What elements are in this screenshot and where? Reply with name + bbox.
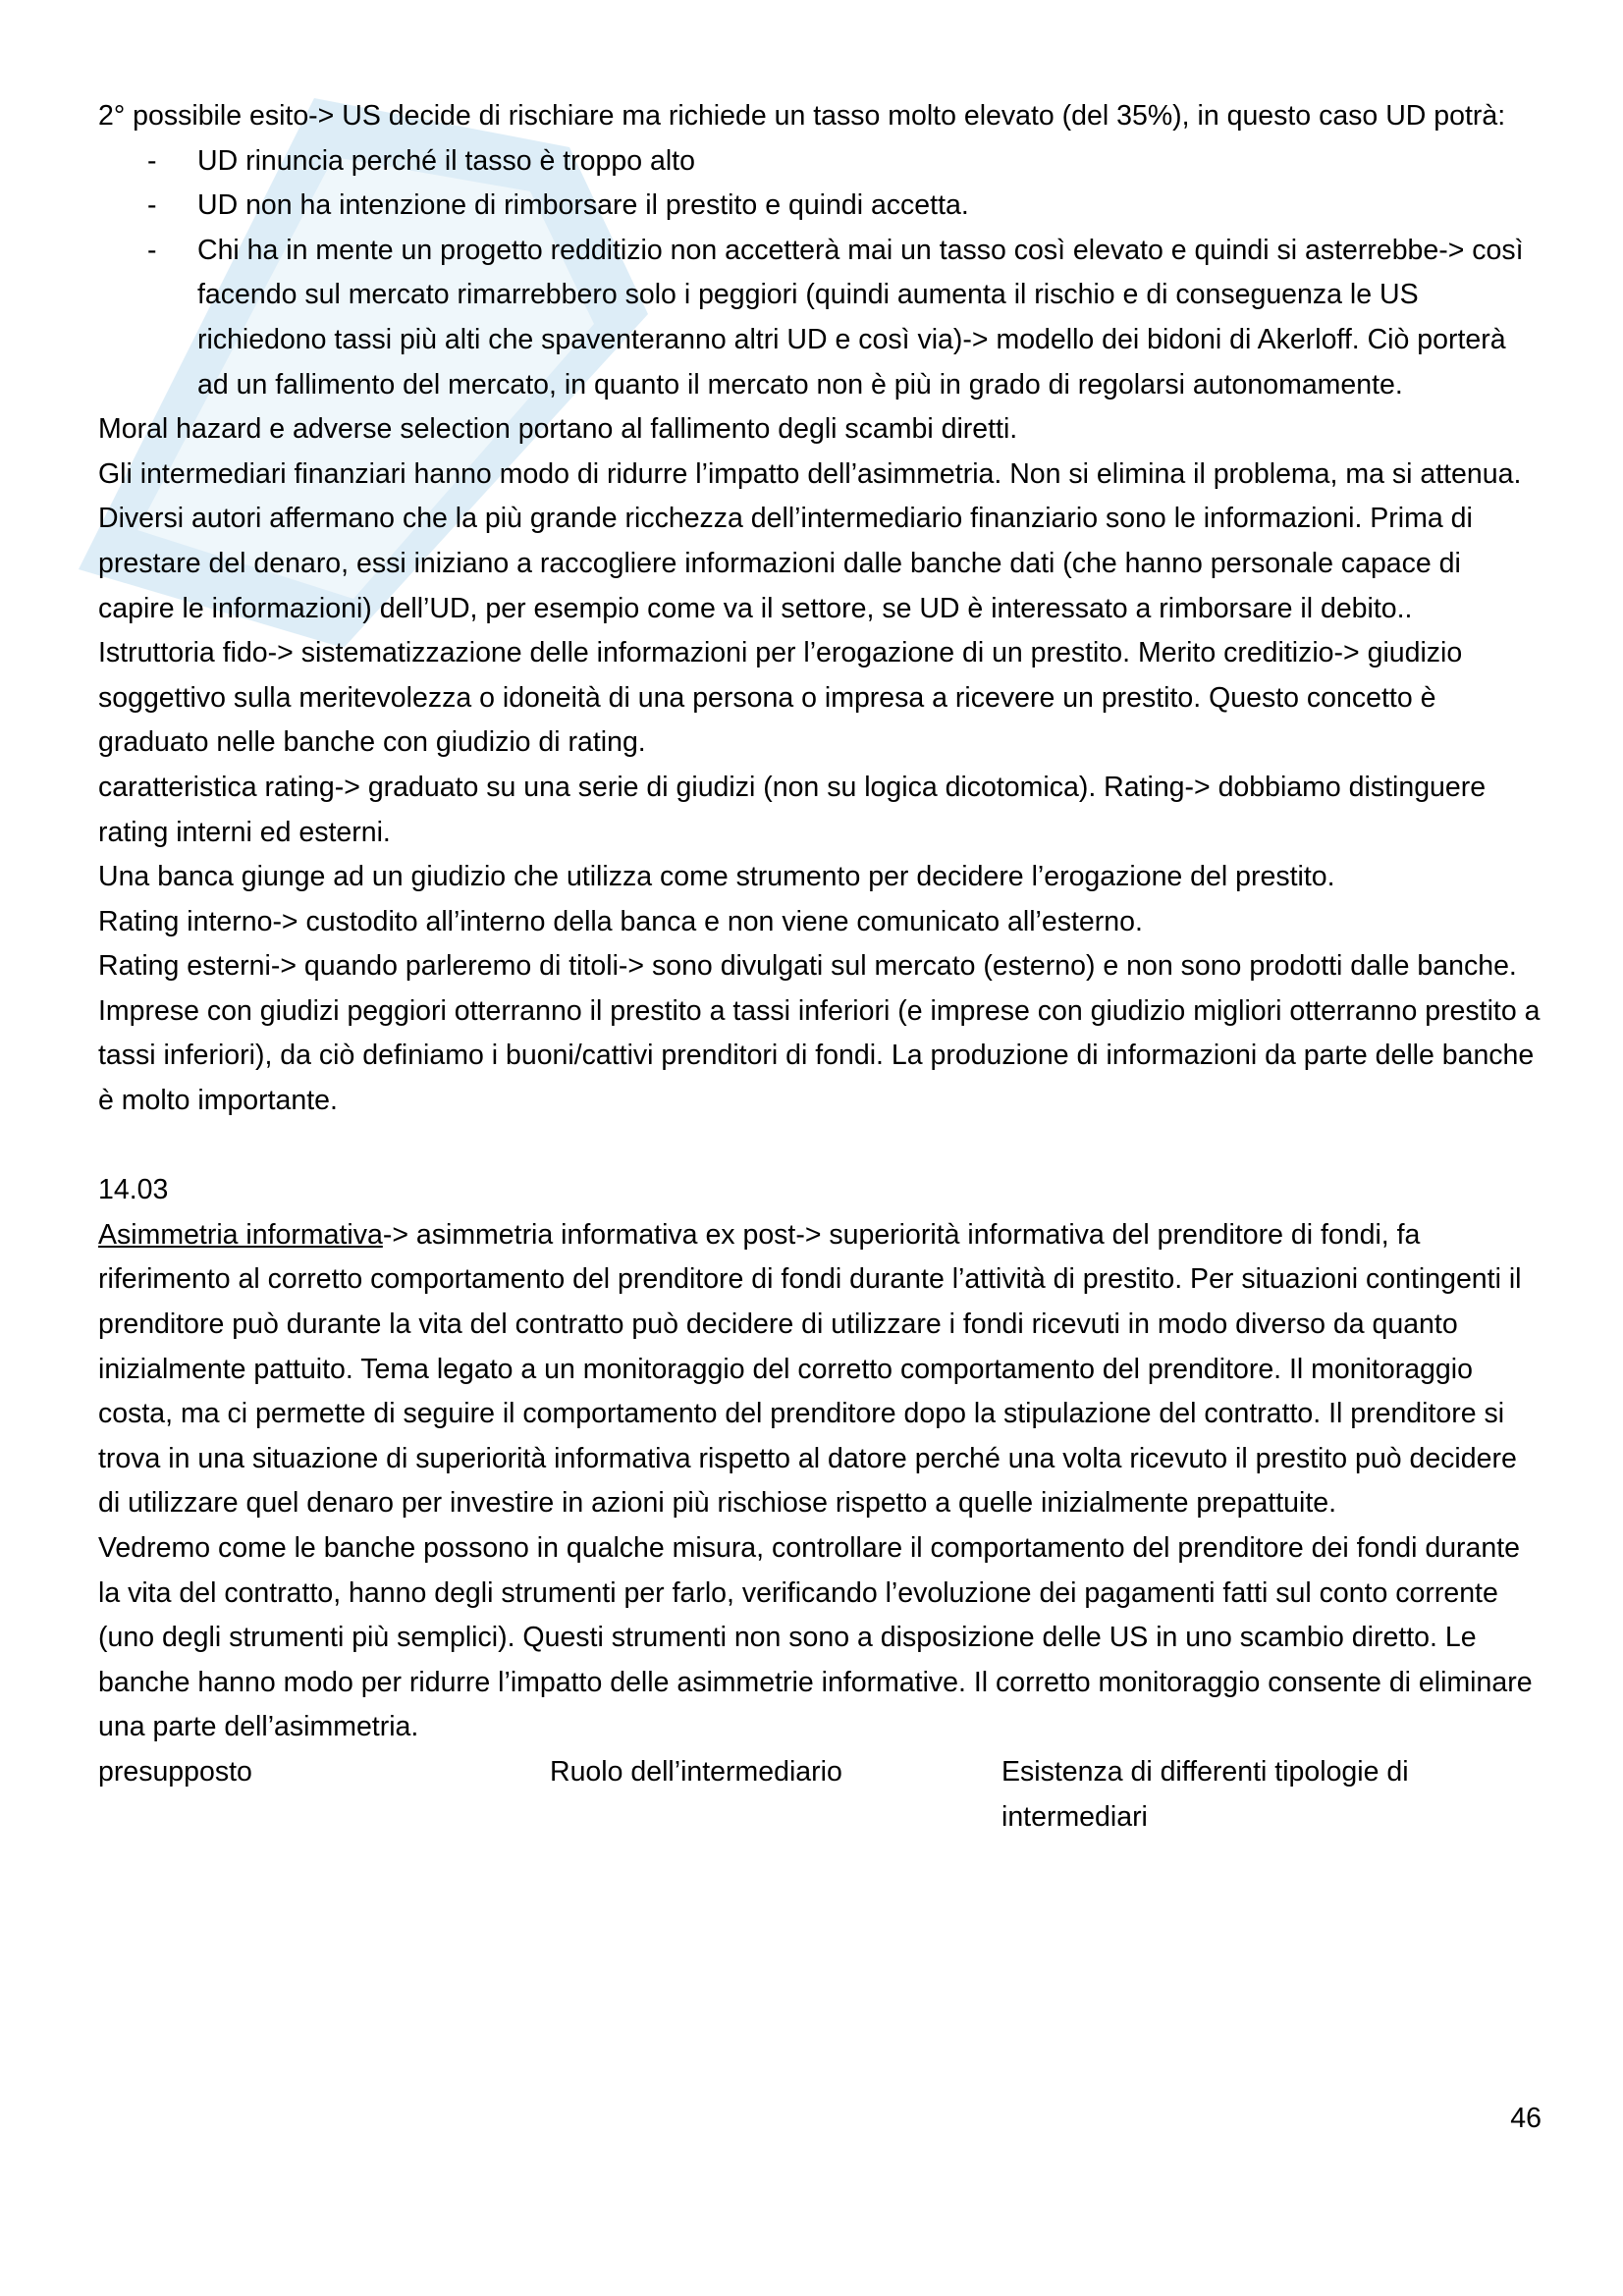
dash-marker: - xyxy=(147,189,157,222)
paragraph-vedremo: Vedremo come le banche possono in qualche misura, controllare il comportamento del prenditore dei fondi durante la vita del contratto, hanno degli strumenti per farlo, verificando l’evoluzione dei pagamenti fatti sul conto corrente (uno degli strumenti più semplici). Questi strumenti non sono a disposizione delle US in uno scambio diretto. Le banche hanno modo per ridurre l’impatto delle asimmetrie informative. Il corretto monitoraggio consente di eliminare una parte dell’asimmetria. xyxy=(98,1532,1533,1743)
column-tipologie: Esistenza di differenti tipologie di intermediari xyxy=(1001,1755,1409,1833)
intro-paragraph: 2° possibile esito-> US decide di rischiare ma richiede un tasso molto elevato (del 35%), in questo caso UD potrà: xyxy=(98,100,1506,132)
paragraph-imprese-giudizi: Imprese con giudizi peggiori otterranno il prestito a tassi inferiori (e imprese con giudizio migliori otterranno prestito a tassi inferiori), da ciò definiamo i buoni/cattivi prenditori di fondi. La produzione di informazioni da parte delle banche è molto importante. xyxy=(98,994,1541,1117)
paragraph-rating-interno: Rating interno-> custodito all’interno della banca e non viene comunicato all’esterno. xyxy=(98,905,1143,937)
bullet-text: UD non ha intenzione di rimborsare il prestito e quindi accetta. xyxy=(197,189,969,222)
dash-marker: - xyxy=(147,144,157,177)
paragraph-banca-giudizio: Una banca giunge ad un giudizio che utilizza come strumento per decidere l’erogazione del prestito. xyxy=(98,861,1335,893)
dash-marker: - xyxy=(147,234,157,266)
blank-line xyxy=(98,1124,1542,1169)
column-ruolo: Ruolo dell’intermediario xyxy=(550,1755,842,1788)
date-heading: 14.03 xyxy=(98,1174,169,1206)
paragraph-rating-esterni: Rating esterni-> quando parleremo di titoli-> sono divulgati sul mercato (esterno) e non sono prodotti dalle banche. xyxy=(98,950,1517,983)
bullet-item xyxy=(98,139,1542,185)
paragraph-istruttoria-fido: Istruttoria fido-> sistematizzazione delle informazioni per l’erogazione di un prestito. Merito creditizio-> giudizio soggettivo sulla meritevolezza o idoneità di una persona o impresa a ricevere un prestito. Questo concetto è graduato nelle banche con giudizio di rating. xyxy=(98,637,1463,759)
paragraph-caratteristica-rating: caratteristica rating-> graduato su una serie di giudizi (non su logica dicotomica). Rating-> dobbiamo distinguere rating interni ed esterni. xyxy=(98,771,1487,848)
paragraph-moral-hazard: Moral hazard e adverse selection portano al fallimento degli scambi diretti. xyxy=(98,413,1018,446)
paragraph-asimmetria xyxy=(98,1213,1542,1526)
column-presupposto: presupposto xyxy=(98,1755,252,1788)
bullet-item xyxy=(98,229,1542,407)
bullet-text: UD rinuncia perché il tasso è troppo alto xyxy=(197,144,695,177)
column-row xyxy=(98,1750,1542,1840)
bullet-item xyxy=(98,184,1542,229)
underlined-term: Asimmetria informativa xyxy=(98,1218,383,1251)
paragraph-intermediari: Gli intermediari finanziari hanno modo di ridurre l’impatto dell’asimmetria. Non si elimina il problema, ma si attenua. Diversi autori affermano che la più grande ricchezza dell’intermediario finanziario sono le informazioni. Prima di prestare del denaro, essi iniziano a raccogliere informazioni dalle banche dati (che hanno personale capace di capire le informazioni) dell’UD, per esempio come va il settore, se UD è interessato a rimborsare il debito.. xyxy=(98,457,1522,624)
bullet-list xyxy=(98,139,1542,408)
asimmetria-text: -> asimmetria informativa ex post-> superiorità informativa del prenditore di fondi, fa riferimento al corretto comportamento del prenditore di fondi durante l’attività di prestito. Per situazioni contingenti il prenditore può durante la vita del contratto può decidere di utilizzare i fondi ricevuti in modo diverso da quanto inizialmente pattuito. Tema legato a un monitoraggio del corretto comportamento del prenditore. Il monitoraggio costa, ma ci permette di seguire il comportamento del prenditore dopo la stipulazione del contratto. Il prenditore si trova in una situazione di superiorità informativa rispetto al datore perché una volta ricevuto il prestito può decidere di utilizzare quel denaro per investire in azioni più rischiose rispetto a quelle inizialmente prepattuite. xyxy=(98,1218,1522,1520)
document-body xyxy=(98,94,1542,1840)
page-number: 46 xyxy=(1510,2103,1542,2134)
bullet-text: Chi ha in mente un progetto redditizio non accetterà mai un tasso così elevato e quindi si asterrebbe-> così facendo sul mercato rimarrebbero solo i peggiori (quindi aumenta il rischio e di conseguenza le US richiedono tassi più alti che spaventeranno altri UD e così via)-> modello dei bidoni di Akerloff. Ciò porterà ad un fallimento del mercato, in quanto il mercato non è più in grado di regolarsi autonomamente. xyxy=(197,234,1524,400)
